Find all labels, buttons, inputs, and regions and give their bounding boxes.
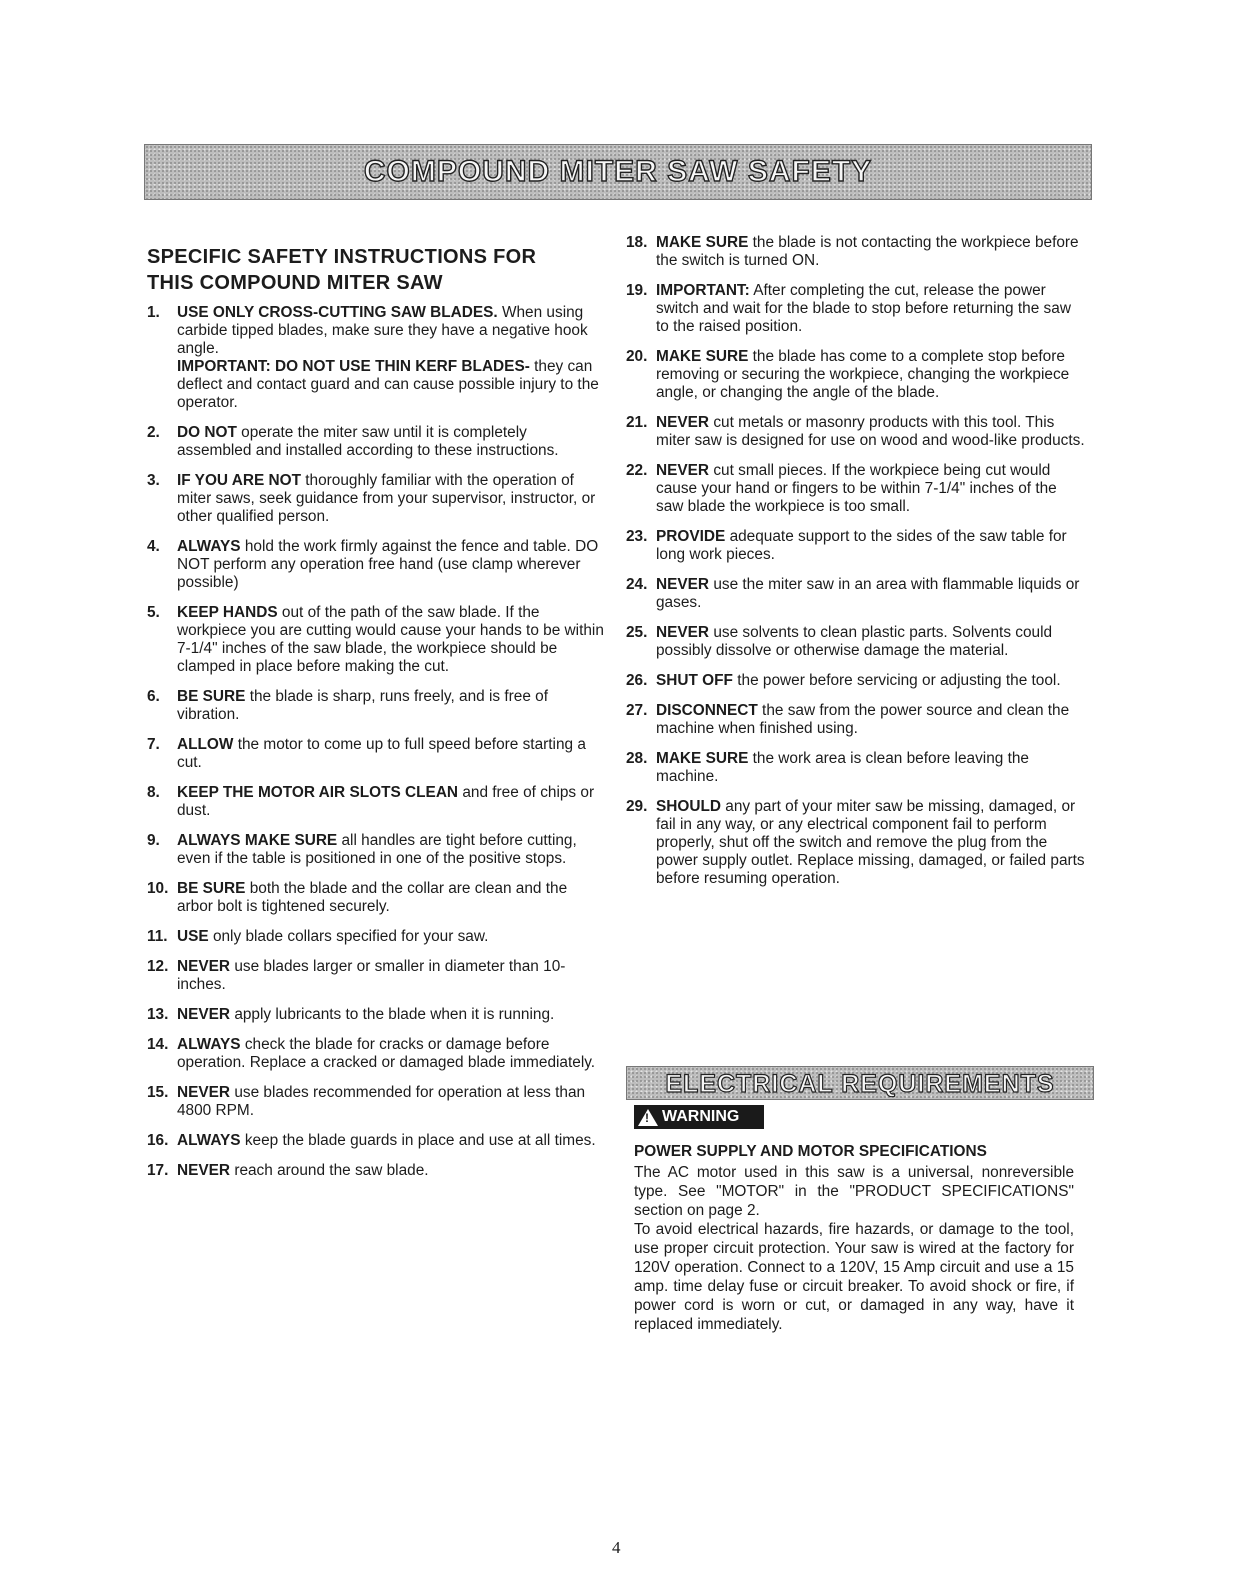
item-keyword: IMPORTANT: — [656, 282, 750, 299]
item-number: 17. — [147, 1162, 169, 1179]
item-keyword: NEVER — [177, 1162, 231, 1179]
heading-line-2: THIS COMPOUND MITER SAW — [147, 272, 443, 294]
item-number: 23. — [626, 528, 648, 545]
item-note — [177, 358, 605, 412]
item-number: 21. — [626, 414, 648, 431]
item-keyword: BE SURE — [177, 688, 246, 705]
power-specs — [634, 1142, 1074, 1334]
item-keyword: IF YOU ARE NOT — [177, 472, 301, 489]
item-text: When using carbide tipped blades, make sure they have a negative hook angle. — [177, 304, 588, 357]
item-keyword: NEVER — [177, 1084, 231, 1101]
item-text: thoroughly familiar with the operation of miter saws, seek guidance from your supervisor, instructor, or other qualified person. — [177, 472, 596, 525]
item-number: 10. — [147, 880, 169, 897]
warning-label — [634, 1105, 764, 1129]
item-text: the saw from the power source and clean the machine when finished using. — [656, 702, 1070, 737]
item-text: all handles are tight before cutting, even if the table is positioned in one of the positive stops. — [177, 832, 577, 867]
left-column — [147, 244, 605, 1192]
item-text: reach around the saw blade. — [234, 1162, 429, 1179]
safety-item-9 — [147, 832, 605, 868]
safety-item-2 — [147, 424, 605, 460]
item-keyword: ALWAYS — [177, 538, 241, 555]
safety-item-22 — [626, 462, 1088, 516]
item-keyword: NEVER — [656, 462, 710, 479]
item-text: and free of chips or dust. — [177, 784, 595, 819]
item-keyword: MAKE SURE — [656, 750, 749, 767]
item-text: operate the miter saw until it is completely assembled and installed according to these instructions. — [177, 424, 559, 459]
safety-item-1 — [147, 304, 605, 412]
item-keyword: ALWAYS — [177, 1132, 241, 1149]
item-text: check the blade for cracks or damage before operation. Replace a cracked or damaged blade immediately. — [177, 1036, 596, 1071]
item-number: 16. — [147, 1132, 169, 1149]
item-text: use solvents to clean plastic parts. Solvents could possibly dissolve or otherwise damage the material. — [656, 624, 1053, 659]
item-number: 27. — [626, 702, 648, 719]
safety-item-24 — [626, 576, 1088, 612]
safety-item-20 — [626, 348, 1088, 402]
item-keyword: ALLOW — [177, 736, 234, 753]
item-number: 5. — [147, 604, 160, 621]
item-keyword: DISCONNECT — [656, 702, 758, 719]
item-text: keep the blade guards in place and use at all times. — [244, 1132, 596, 1149]
safety-item-27 — [626, 702, 1088, 738]
item-keyword: ALWAYS — [177, 1036, 241, 1053]
spec-paragraph-2: To avoid electrical hazards, fire hazards, or damage to the tool, use proper circuit protection. Your saw is wired at the factory for 120V operation. Connect to a 120V, 15 Amp circuit and use a 15 amp. time delay fuse or circuit breaker. To avoid shock or fire, if power cord is worn or cut, or damaged in any way, have it replaced immediately. — [634, 1221, 1074, 1333]
item-text: the blade is sharp, runs freely, and is free of vibration. — [177, 688, 548, 723]
item-keyword: NEVER — [656, 576, 710, 593]
item-keyword: BE SURE — [177, 880, 246, 897]
item-keyword: ALWAYS MAKE SURE — [177, 832, 338, 849]
item-number: 6. — [147, 688, 160, 705]
item-keyword: SHUT OFF — [656, 672, 733, 689]
item-text: the motor to come up to full speed before starting a cut. — [177, 736, 586, 771]
item-keyword: SHOULD — [656, 798, 721, 815]
note-keyword: IMPORTANT: DO NOT USE THIN KERF BLADES- — [177, 358, 530, 375]
item-keyword: NEVER — [656, 414, 710, 431]
note-text: they can deflect and contact guard and can cause possible injury to the operator. — [177, 358, 599, 411]
safety-item-23 — [626, 528, 1088, 564]
item-number: 2. — [147, 424, 160, 441]
right-column — [626, 234, 1088, 900]
item-number: 20. — [626, 348, 648, 365]
item-keyword: NEVER — [177, 958, 231, 975]
item-text: any part of your miter saw be missing, damaged, or fail in any way, or any electrical component fail to perform properly, shut off the switch and remove the plug from the power supply outlet. Replace missing, damaged, or failed parts before resuming operation. — [656, 798, 1085, 887]
item-keyword: DO NOT — [177, 424, 237, 441]
item-number: 22. — [626, 462, 648, 479]
safety-item-10 — [147, 880, 605, 916]
spec-paragraph-1: The AC motor used in this saw is a universal, nonreversible type. See "MOTOR" in the "PRODUCT SPECIFICATIONS" section on page 2. — [634, 1164, 1074, 1219]
item-keyword: USE — [177, 928, 209, 945]
safety-item-16 — [147, 1132, 605, 1150]
safety-item-14 — [147, 1036, 605, 1072]
item-text: adequate support to the sides of the saw table for long work pieces. — [656, 528, 1067, 563]
item-number: 11. — [147, 928, 168, 945]
safety-item-17 — [147, 1162, 605, 1180]
item-text: the work area is clean before leaving the machine. — [656, 750, 1029, 785]
item-keyword: USE ONLY CROSS-CUTTING SAW BLADES. — [177, 304, 498, 321]
safety-item-29 — [626, 798, 1088, 888]
item-number: 1. — [147, 304, 160, 321]
item-text: the power before servicing or adjusting the tool. — [737, 672, 1061, 689]
safety-item-15 — [147, 1084, 605, 1120]
item-number: 4. — [147, 538, 160, 555]
section-banner — [144, 144, 1092, 200]
item-number: 8. — [147, 784, 160, 801]
safety-item-11 — [147, 928, 605, 946]
safety-item-13 — [147, 1006, 605, 1024]
safety-item-4 — [147, 538, 605, 592]
item-number: 3. — [147, 472, 160, 489]
safety-item-19 — [626, 282, 1088, 336]
item-text: cut metals or masonry products with this tool. This miter saw is designed for use on wood and wood-like products. — [656, 414, 1085, 449]
heading-line-1: SPECIFIC SAFETY INSTRUCTIONS FOR — [147, 246, 537, 268]
item-text: After completing the cut, release the power switch and wait for the blade to stop before returning the saw to the raised position. — [656, 282, 1071, 335]
item-number: 18. — [626, 234, 648, 251]
item-keyword: MAKE SURE — [656, 348, 749, 365]
safety-item-8 — [147, 784, 605, 820]
item-text: out of the path of the saw blade. If the workpiece you are cutting would cause your hands to be within 7-1/4" inches of the saw blade, the workpiece should be clamped in place before making the cut. — [177, 604, 604, 675]
item-number: 7. — [147, 736, 160, 753]
item-keyword: NEVER — [177, 1006, 231, 1023]
item-number: 15. — [147, 1084, 169, 1101]
item-number: 19. — [626, 282, 648, 299]
item-text: the blade has come to a complete stop before removing or securing the workpiece, changing the workpiece angle, or changing the angle of the blade. — [656, 348, 1070, 401]
item-number: 9. — [147, 832, 160, 849]
page-number: 4 — [612, 1538, 621, 1557]
item-number: 26. — [626, 672, 648, 689]
item-number: 12. — [147, 958, 169, 975]
item-text: use the miter saw in an area with flammable liquids or gases. — [656, 576, 1080, 611]
safety-item-25 — [626, 624, 1088, 660]
item-keyword: PROVIDE — [656, 528, 726, 545]
electrical-title: ELECTRICAL REQUIREMENTS — [665, 1070, 1055, 1098]
safety-item-21 — [626, 414, 1088, 450]
safety-item-7 — [147, 736, 605, 772]
electrical-banner — [626, 1066, 1094, 1100]
safety-item-26 — [626, 672, 1088, 690]
item-text: apply lubricants to the blade when it is running. — [234, 1006, 555, 1023]
item-text: cut small pieces. If the workpiece being cut would cause your hand or fingers to be within 7-1/4" inches of the saw blade the workpiece is too small. — [656, 462, 1057, 515]
safety-item-6 — [147, 688, 605, 724]
item-text: both the blade and the collar are clean and the arbor bolt is tightened securely. — [177, 880, 568, 915]
safety-item-18 — [626, 234, 1088, 270]
item-number: 13. — [147, 1006, 169, 1023]
instructions-heading — [147, 244, 605, 296]
safety-item-5 — [147, 604, 605, 676]
warning-text: WARNING — [662, 1108, 740, 1125]
item-text: the blade is not contacting the workpiece before the switch is turned ON. — [656, 234, 1079, 269]
item-number: 14. — [147, 1036, 169, 1053]
item-number: 25. — [626, 624, 648, 641]
item-keyword: MAKE SURE — [656, 234, 749, 251]
safety-item-12 — [147, 958, 605, 994]
item-keyword: KEEP HANDS — [177, 604, 278, 621]
warning-triangle-icon — [638, 1109, 658, 1126]
item-number: 29. — [626, 798, 648, 815]
item-text: use blades recommended for operation at less than 4800 RPM. — [177, 1084, 586, 1119]
item-keyword: KEEP THE MOTOR AIR SLOTS CLEAN — [177, 784, 459, 801]
item-keyword: NEVER — [656, 624, 710, 641]
section-title: COMPOUND MITER SAW SAFETY — [363, 155, 873, 188]
safety-item-3 — [147, 472, 605, 526]
item-number: 28. — [626, 750, 648, 767]
item-text: only blade collars specified for your saw. — [212, 928, 489, 945]
item-text: use blades larger or smaller in diameter than 10-inches. — [177, 958, 566, 993]
item-text: hold the work firmly against the fence and table. DO NOT perform any operation free hand (use clamp wherever possible) — [177, 538, 599, 591]
safety-item-28 — [626, 750, 1088, 786]
item-number: 24. — [626, 576, 648, 593]
spec-heading: POWER SUPPLY AND MOTOR SPECIFICATIONS — [634, 1143, 987, 1160]
